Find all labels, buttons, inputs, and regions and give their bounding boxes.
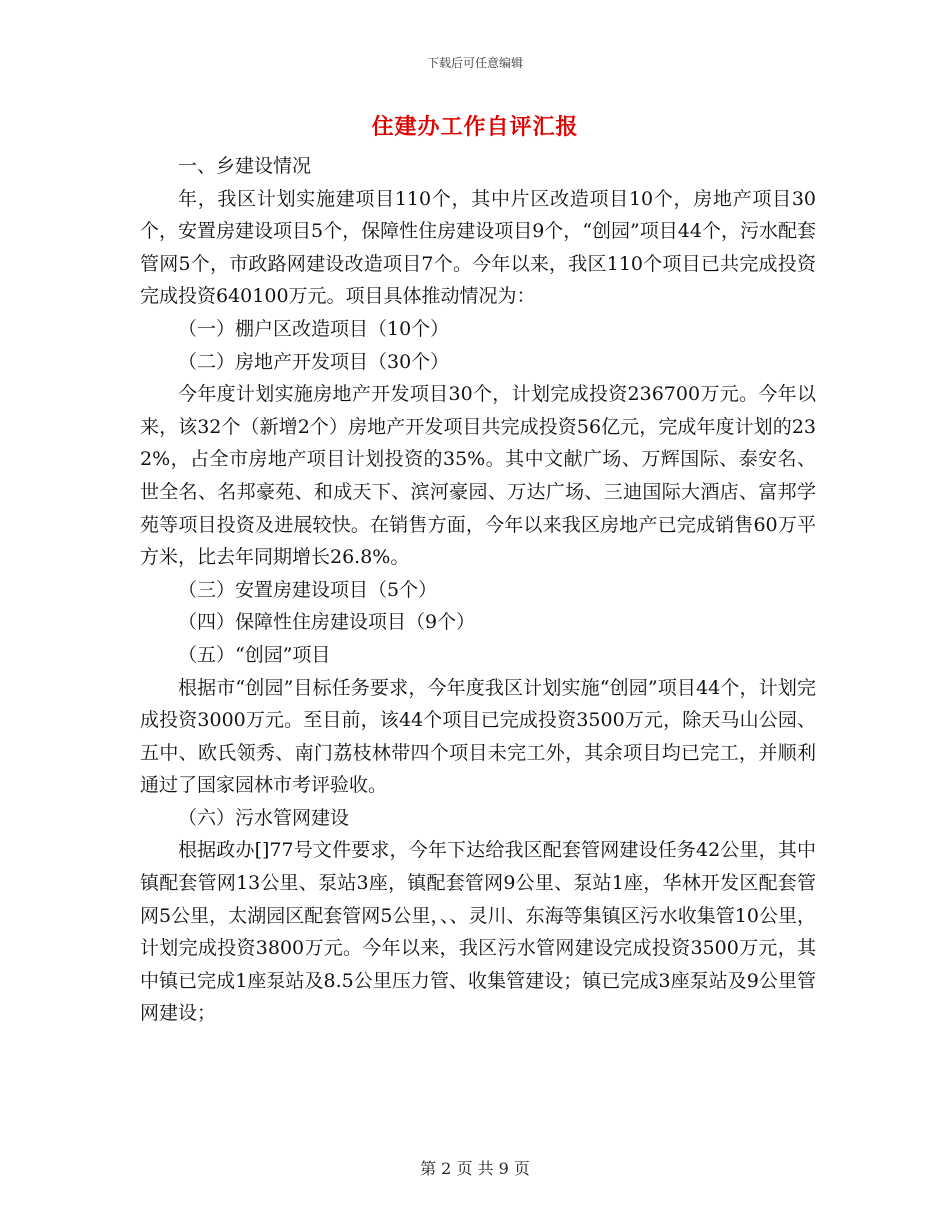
document-title: 住建办工作自评汇报	[371, 115, 579, 140]
body-paragraph: 今年度计划实施房地产开发项目30个，计划完成投资236700万元。今年以来，该32个（新增2个）房地产开发项目共完成投资56亿元，完成年度计划的232%，占全市房地产项目计划投资的35%。其中文献广场、万辉国际、泰安名、世全名、名邦豪苑、和成天下、滨河豪园、万达广场、三迪国际大酒店、富邦学苑等项目投资及进展较快。在销售方面，今年以来我区房地产已完成销售60万平方米，比去年同期增长26.8%。	[140, 383, 816, 569]
subsection-heading: （四）保障性住房建设项目（9个）	[178, 611, 476, 634]
body-paragraph: 根据政办[]77号文件要求，今年下达给我区配套管网建设任务42公里，其中镇配套管网13公里、泵站3座，镇配套管网9公里、泵站1座，华林开发区配套管网5公里，太湖园区配套管网5公里，、、灵川、东海等集镇区污水收集管10公里，计划完成投资3800万元。今年以来，我区污水管网建设完成投资3500万元，其中镇已完成1座泵站及8.5公里压力管、收集管建设；镇已完成3座泵站及9公里管网建设；	[140, 839, 816, 1025]
body-paragraph: 根据市“创园”目标任务要求，今年度我区计划实施“创园”项目44个，计划完成投资3000万元。至目前，该44个项目已完成投资3500万元，除天马山公园、五中、欧氏领秀、南门荔枝林带四个项目未完工外，其余项目均已完工，并顺利通过了国家园林市考评验收。	[140, 676, 816, 797]
subsection-heading: （五）“创园”项目	[178, 643, 331, 666]
page-number-footer: 第 2 页 共 9 页	[420, 1159, 530, 1178]
document-body	[140, 150, 816, 1030]
subsection-heading: （三）安置房建设项目（5个）	[178, 578, 438, 601]
subsection-heading: （二）房地产开发项目（30个）	[178, 350, 450, 373]
subsection-heading: （六）污水管网建设	[178, 806, 350, 829]
body-paragraph: 年，我区计划实施建项目110个，其中片区改造项目10个，房地产项目30个，安置房建设项目5个，保障性住房建设项目9个，“创园”项目44个，污水配套管网5个，市政路网建设改造项目7个。今年以来，我区110个项目已共完成投资完成投资640100万元。项目具体推动情况为：	[140, 187, 816, 308]
subsection-heading: （一）棚户区改造项目（10个）	[178, 317, 450, 340]
page-header-note: 下载后可任意编辑	[426, 56, 523, 70]
section-heading: 一、乡建设情况	[178, 155, 312, 177]
